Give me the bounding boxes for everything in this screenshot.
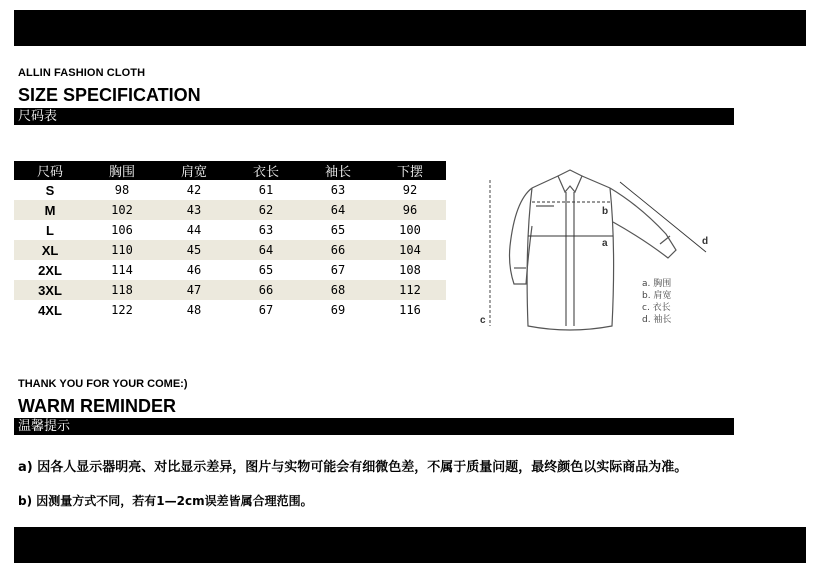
cell-size: 2XL xyxy=(38,262,62,278)
table-row xyxy=(14,300,446,320)
header-sleeve: 袖长 xyxy=(302,161,374,180)
table-row xyxy=(14,240,446,260)
cell-hem: 112 xyxy=(374,280,446,300)
legend-shoulder: b. 肩宽 xyxy=(642,291,672,301)
shirt-measurement-diagram xyxy=(470,166,730,332)
table-row xyxy=(14,220,446,240)
cell-shoulder: 46 xyxy=(186,263,202,277)
cell-shoulder: 48 xyxy=(186,303,202,317)
header-chest: 胸围 xyxy=(86,161,158,180)
cell-length: 67 xyxy=(258,303,274,317)
cell-hem: 100 xyxy=(399,223,421,237)
note-color-difference: a) 因各人显示器明亮、对比显示差异，图片与实物可能会有细微色差，不属于质量问题，最终颜色以实际商品为准。 xyxy=(18,460,688,475)
cell-hem: 96 xyxy=(374,200,446,220)
mark-c: c xyxy=(480,315,486,326)
cell-shoulder: 43 xyxy=(158,200,230,220)
cell-chest: 122 xyxy=(111,303,133,317)
cell-length: 66 xyxy=(230,280,302,300)
cell-sleeve: 69 xyxy=(330,303,346,317)
size-table-header xyxy=(14,161,446,180)
cell-shoulder: 45 xyxy=(158,240,230,260)
mark-b: b xyxy=(602,206,609,217)
cell-hem: 116 xyxy=(399,303,421,317)
cell-length: 64 xyxy=(230,240,302,260)
thanks-text: THANK YOU FOR YOUR COME:) xyxy=(18,378,188,390)
cell-size: 4XL xyxy=(38,302,62,318)
legend-sleeve: d. 袖长 xyxy=(642,315,672,325)
size-spec-subtitle: 尺码表 xyxy=(14,108,734,125)
cell-sleeve: 63 xyxy=(330,183,346,197)
cell-chest: 98 xyxy=(114,183,130,197)
cell-size: 3XL xyxy=(14,280,86,300)
cell-hem: 108 xyxy=(399,263,421,277)
cell-length: 65 xyxy=(258,263,274,277)
cell-sleeve: 68 xyxy=(302,280,374,300)
cell-sleeve: 64 xyxy=(302,200,374,220)
mark-d: d xyxy=(702,236,709,247)
size-table xyxy=(14,161,446,320)
cell-size: XL xyxy=(14,240,86,260)
legend-length: c. 衣长 xyxy=(642,303,671,313)
cell-chest: 114 xyxy=(111,263,133,277)
cell-sleeve: 66 xyxy=(302,240,374,260)
cell-length: 61 xyxy=(258,183,274,197)
top-banner-bar xyxy=(14,10,806,46)
bottom-banner-bar xyxy=(14,527,806,563)
header-length: 衣长 xyxy=(230,161,302,180)
header-shoulder: 肩宽 xyxy=(158,161,230,180)
cell-sleeve: 65 xyxy=(330,223,346,237)
cell-length: 63 xyxy=(258,223,274,237)
legend-chest: a. 胸围 xyxy=(642,279,672,289)
table-row xyxy=(14,180,446,200)
cell-hem: 104 xyxy=(374,240,446,260)
warm-reminder-title: WARM REMINDER xyxy=(18,396,176,416)
brand-name: ALLIN FASHION CLOTH xyxy=(18,67,146,79)
warm-reminder-subtitle: 温馨提示 xyxy=(14,418,734,435)
table-row xyxy=(14,280,446,300)
cell-hem: 92 xyxy=(402,183,418,197)
note-measurement-error: b) 因测量方式不同，若有1—2cm误差皆属合理范围。 xyxy=(18,494,313,508)
cell-size: M xyxy=(14,200,86,220)
header-size: 尺码 xyxy=(14,161,86,180)
cell-shoulder: 47 xyxy=(158,280,230,300)
cell-chest: 106 xyxy=(111,223,133,237)
cell-chest: 110 xyxy=(86,240,158,260)
cell-size: L xyxy=(46,222,54,238)
table-row xyxy=(14,200,446,220)
cell-shoulder: 42 xyxy=(186,183,202,197)
cell-sleeve: 67 xyxy=(330,263,346,277)
mark-a: a xyxy=(602,238,608,249)
cell-chest: 102 xyxy=(86,200,158,220)
cell-size: S xyxy=(45,182,55,198)
cell-chest: 118 xyxy=(86,280,158,300)
cell-length: 62 xyxy=(230,200,302,220)
header-hem: 下摆 xyxy=(374,161,446,180)
size-spec-title: SIZE SPECIFICATION xyxy=(18,85,201,105)
table-row xyxy=(14,260,446,280)
cell-shoulder: 44 xyxy=(186,223,202,237)
